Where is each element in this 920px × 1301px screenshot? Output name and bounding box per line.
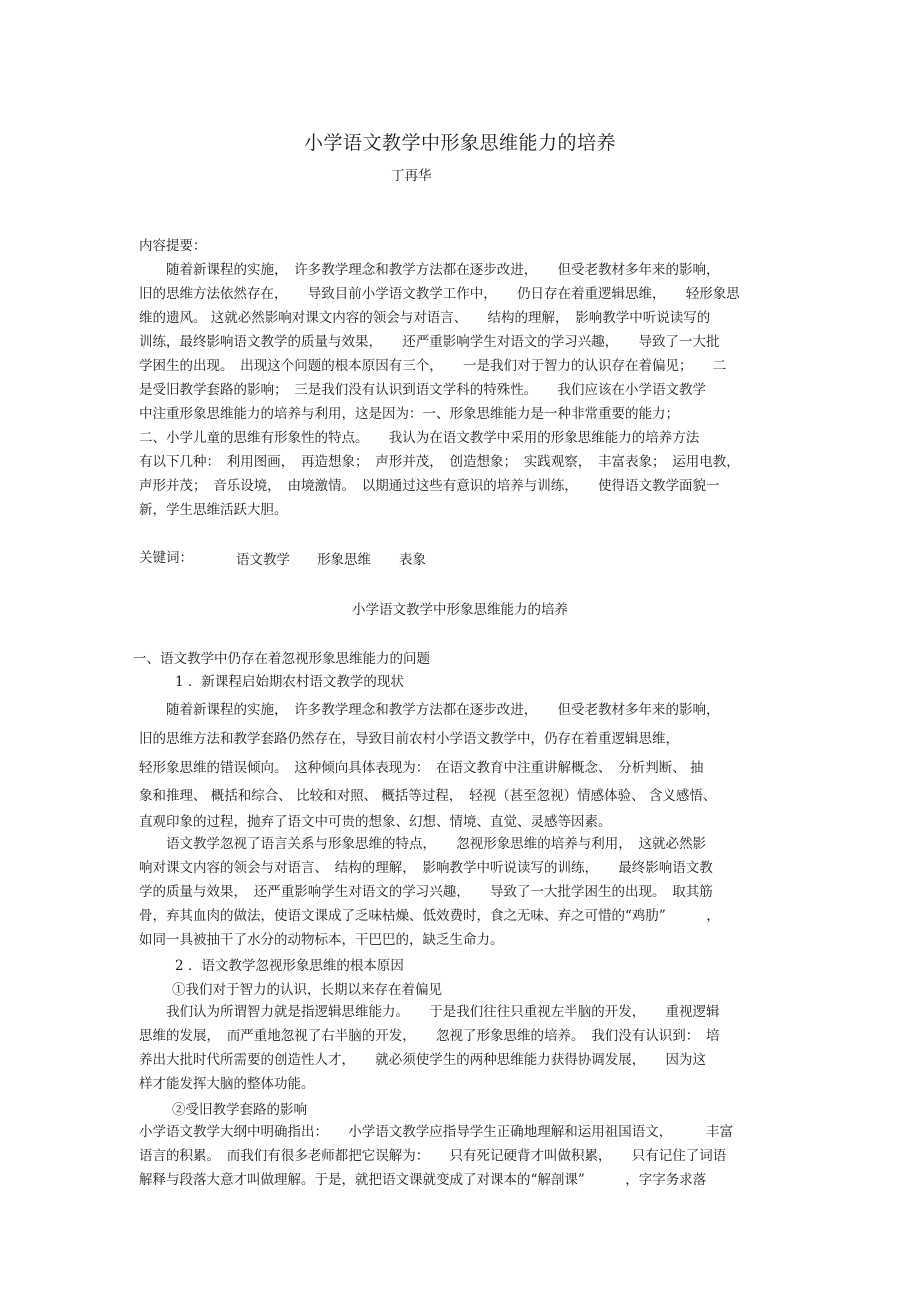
body-line: 我们认为所谓智力就是指逻辑思维能力。 于是我们往往只重视左半脑的开发， 重视逻辑 xyxy=(139,1004,720,1020)
section-subtitle: 小学语文教学中形象思维能力的培养 xyxy=(352,602,568,618)
body-line: 语文教学忽视了语言关系与形象思维的特点， 忽视形象思维的培养与利用， 这就必然影 xyxy=(139,836,706,852)
body-line: 小学语文教学大纲中明确指出： 小学语文教学应指导学生正确地理解和运用祖国语文， 丰富 xyxy=(139,1124,733,1140)
point-heading: ②受旧教学套路的影响 xyxy=(172,1102,307,1118)
abstract-line: 训练，最终影响语文教学的质量与效果， 还严重影响学生对语文的学习兴趣， 导致了一大批 xyxy=(139,334,720,350)
abstract-line: 二、小学儿童的思维有形象性的特点。 我认为在语文教学中采用的形象思维能力的培养方法 xyxy=(139,430,700,446)
abstract-line: 学困生的出现。 出现这个问题的根本原因有三个， 一是我们对于智力的认识存在着偏见； 二 xyxy=(139,358,727,374)
body-line: 样才能发挥大脑的整体功能。 xyxy=(139,1076,315,1092)
body-line: 学的质量与效果， 还严重影响学生对语文的学习兴趣， 导致了一大批学困生的出现。 取其筋 xyxy=(139,884,713,900)
body-line: 旧的思维方法和教学套路仍然存在，导致目前农村小学语文教学中，仍存在着重逻辑思维， xyxy=(139,731,679,747)
abstract-line: 新，学生思维活跃大胆。 xyxy=(139,502,288,518)
body-line: 轻形象思维的错误倾向。 这种倾向具体表现为： 在语文教育中注重讲解概念、 分析判断、 抽 xyxy=(139,760,704,776)
body-line: 象和推理、 概括和综合、 比较和对照、 概括等过程， 轻视（甚至忽视）情感体验、 含义感悟、 xyxy=(139,788,717,804)
abstract-line: 维的遗风。 这就必然影响对课文内容的领会与对语言、 结构的理解， 影响教学中听说读写的 xyxy=(139,310,711,326)
abstract-label: 内容提要： xyxy=(139,238,207,254)
subsection-heading: 2 ．语文教学忽视形象思维的根本原因 xyxy=(175,958,404,974)
abstract-line: 随着新课程的实施， 许多教学理念和教学方法都在逐步改进， 但受老教材多年来的影响， xyxy=(139,262,720,278)
keyword: 语文教学 xyxy=(236,552,290,568)
author: 丁再华 xyxy=(391,168,432,184)
body-line: 响对课文内容的领会与对语言、 结构的理解， 影响教学中听说读写的训练， 最终影响语文教 xyxy=(139,860,713,876)
subsection-heading: 1 ．新课程启始期农村语文教学的现状 xyxy=(175,674,404,690)
body-line: 如同一具被抽干了水分的动物标本，干巴巴的，缺乏生命力。 xyxy=(139,932,504,948)
body-line: 直观印象的过程，抛弃了语文中可贵的想象、幻想、情境、直觉、灵感等因素。 xyxy=(139,814,612,830)
point-heading: ①我们对于智力的认识，长期以来存在着偏见 xyxy=(172,982,442,998)
keyword: 表象 xyxy=(399,552,426,568)
page-title: 小学语文教学中形象思维能力的培养 xyxy=(303,132,616,154)
body-line: 养出大批时代所需要的创造性人才， 就必须使学生的两种思维能力获得协调发展， 因为这 xyxy=(139,1052,706,1068)
abstract-line: 声形并茂； 音乐设境， 由境激情。 以期通过这些有意识的培养与训练， 使得语文教学面貌一 xyxy=(139,478,720,494)
body-line: 解释与段落大意才叫做理解。于是，就把语文课就变成了对课本的“解剖课” ，字字务求落 xyxy=(139,1172,707,1188)
body-line: 骨，弃其血肉的做法，使语文课成了乏味枯燥、低效费时，食之无味、弃之可惜的“鸡肋” ， xyxy=(139,908,720,924)
body-line: 思维的发展， 而严重地忽视了右半脑的开发， 忽视了形象思维的培养。 我们没有认识到： 培 xyxy=(139,1028,720,1044)
keyword: 形象思维 xyxy=(317,552,371,568)
section-heading: 一、语文教学中仍存在着忽视形象思维能力的问题 xyxy=(133,651,430,667)
body-line: 语言的积累。 而我们有很多老师都把它误解为： 只有死记硬背才叫做积累， 只有记住了词语 xyxy=(139,1148,727,1164)
body-line: 随着新课程的实施， 许多教学理念和教学方法都在逐步改进， 但受老教材多年来的影响， xyxy=(139,702,720,718)
abstract-line: 有以下几种： 利用图画， 再造想象； 声形并茂， 创造想象； 实践观察， 丰富表象； 运用电教， xyxy=(139,454,740,470)
abstract-line: 是受旧教学套路的影响； 三是我们没有认识到语文学科的特殊性。 我们应该在小学语文教学 xyxy=(139,382,706,398)
keywords-label: 关键词： xyxy=(139,550,193,566)
abstract-line: 旧的思维方法依然存在， 导致目前小学语文教学工作中， 仍日存在着重逻辑思维， 轻形象思 xyxy=(139,286,740,302)
abstract-line: 中注重形象思维能力的培养与利用，这是因为：一、形象思维能力是一种非常重要的能力； xyxy=(139,406,679,422)
